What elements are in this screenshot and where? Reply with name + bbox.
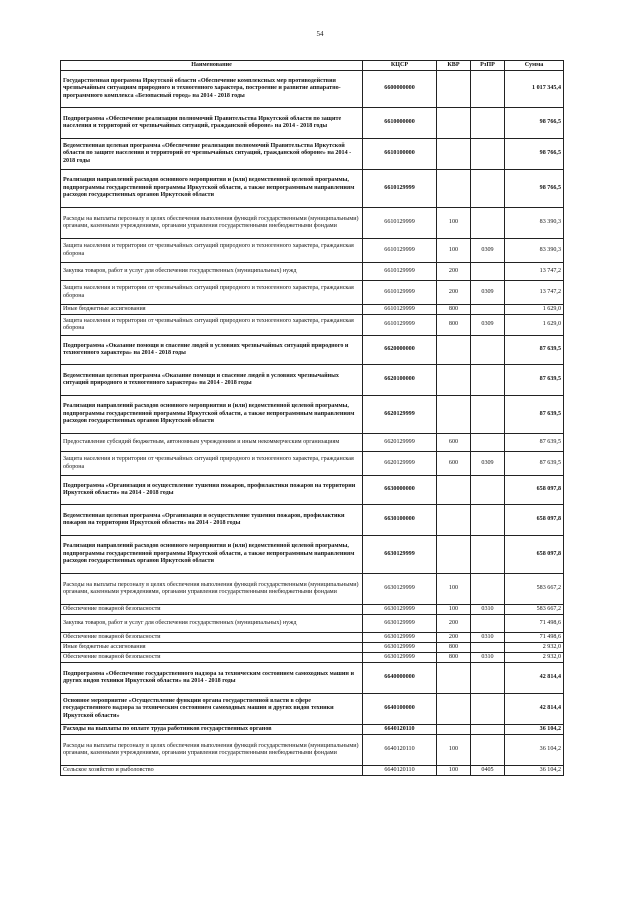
page-number: 54	[316, 30, 324, 38]
cell-sum: 1 017 345,4	[505, 71, 564, 108]
cell-kvr	[437, 139, 471, 170]
cell-kvr	[437, 663, 471, 694]
cell-kvr	[437, 336, 471, 365]
cell-sum: 2 932,0	[505, 643, 564, 653]
cell-name: Предоставление субсидий бюджетным, автономным учреждениям и иным некоммерческим организациям	[61, 434, 363, 452]
cell-rzpr	[471, 434, 505, 452]
cell-rzpr	[471, 365, 505, 396]
cell-kcsr: 6630100000	[363, 505, 437, 536]
cell-name: Защита населения и территории от чрезвычайных ситуаций природного и техногенного характера, гражданская оборона	[61, 281, 363, 305]
table-row	[61, 605, 564, 615]
table-row	[61, 396, 564, 434]
cell-name: Расходы на выплаты персоналу в целях обеспечения выполнения функций государственными (муниципальными) органами, казенными учреждениями, органами управления государственными внебюджетными фондами	[61, 735, 363, 766]
cell-kcsr: 6610129999	[363, 305, 437, 315]
table-row	[61, 239, 564, 263]
cell-kvr: 100	[437, 766, 471, 776]
table-row	[61, 139, 564, 170]
cell-rzpr	[471, 108, 505, 139]
table-body	[61, 71, 564, 776]
cell-kcsr: 6610129999	[363, 281, 437, 305]
cell-name: Сельское хозяйство и рыболовство	[61, 766, 363, 776]
cell-rzpr: 0309	[471, 452, 505, 476]
cell-rzpr	[471, 643, 505, 653]
cell-name: Подпрограмма «Обеспечение реализации полномочий Правительства Иркутской области по защите населения и территорий от чрезвычайных ситуаций, гражданской обороне» на 2014 - 2018 годы	[61, 108, 363, 139]
cell-sum: 1 629,0	[505, 315, 564, 336]
cell-kcsr: 6630129999	[363, 633, 437, 643]
cell-kvr	[437, 108, 471, 139]
cell-name: Иные бюджетные ассигнования	[61, 305, 363, 315]
cell-sum: 87 639,5	[505, 365, 564, 396]
cell-sum: 13 747,2	[505, 263, 564, 281]
table-row	[61, 71, 564, 108]
cell-rzpr: 0405	[471, 766, 505, 776]
cell-sum: 87 639,5	[505, 396, 564, 434]
cell-name: Расходы на выплаты персоналу в целях обеспечения выполнения функций государственными (муниципальными) органами, казенными учреждениями, органами управления государственными внебюджетными фондами	[61, 208, 363, 239]
table-row	[61, 263, 564, 281]
header-kcsr: КЦСР	[363, 61, 437, 71]
table-row	[61, 315, 564, 336]
cell-sum: 13 747,2	[505, 281, 564, 305]
cell-sum: 71 498,6	[505, 633, 564, 643]
cell-sum: 98 766,5	[505, 170, 564, 208]
cell-rzpr: 0310	[471, 633, 505, 643]
cell-rzpr: 0310	[471, 605, 505, 615]
table-row	[61, 725, 564, 735]
cell-rzpr	[471, 305, 505, 315]
cell-sum: 42 814,4	[505, 694, 564, 725]
table-row	[61, 766, 564, 776]
cell-kvr: 800	[437, 305, 471, 315]
cell-rzpr: 0309	[471, 281, 505, 305]
cell-kcsr: 6620129999	[363, 396, 437, 434]
cell-sum: 71 498,6	[505, 615, 564, 633]
cell-name: Подпрограмма «Обеспечение государственного надзора за техническим состоянием самоходных машин и других видов техники Иркутской области» на 2014 - 2018 годы	[61, 663, 363, 694]
table-row	[61, 663, 564, 694]
table-row	[61, 108, 564, 139]
cell-sum: 583 667,2	[505, 605, 564, 615]
cell-kvr: 100	[437, 735, 471, 766]
cell-name: Защита населения и территории от чрезвычайных ситуаций природного и техногенного характера, гражданская оборона	[61, 239, 363, 263]
cell-name: Ведомственная целевая программа «Организация и осуществление тушения пожаров, профилактики пожаров на территории Иркутской области» на 2014 - 2018 годы	[61, 505, 363, 536]
cell-rzpr: 0310	[471, 653, 505, 663]
cell-kvr	[437, 505, 471, 536]
cell-kvr: 200	[437, 263, 471, 281]
cell-rzpr	[471, 694, 505, 725]
cell-sum: 83 390,3	[505, 208, 564, 239]
cell-name: Подпрограмма «Организация и осуществление тушения пожаров, профилактики пожаров на территории Иркутской области» на 2014 - 2018 годы	[61, 476, 363, 505]
cell-name: Обеспечение пожарной безопасности	[61, 605, 363, 615]
cell-name: Защита населения и территории от чрезвычайных ситуаций природного и техногенного характера, гражданская оборона	[61, 315, 363, 336]
cell-name: Подпрограмма «Оказание помощи и спасение людей в условиях чрезвычайных ситуаций природного и техногенного характера» на 2014 - 2018 годы	[61, 336, 363, 365]
cell-rzpr: 0309	[471, 315, 505, 336]
cell-name: Государственная программа Иркутской области «Обеспечение комплексных мер противодействия чрезвычайным ситуациям природного и техногенного характера, построение и развитие аппаратно-программного комплекса «Безопасный город» на 2014 - 2018 годы	[61, 71, 363, 108]
cell-name: Основное мероприятие «Осуществление функции органа государственной власти в сфере государственного надзора за техническим состоянием самоходных машин и других видов техники Иркутской области»	[61, 694, 363, 725]
cell-sum: 36 104,2	[505, 725, 564, 735]
cell-rzpr	[471, 574, 505, 605]
table-row	[61, 281, 564, 305]
table-header-row	[61, 61, 564, 71]
header-rzpr: РзПР	[471, 61, 505, 71]
cell-sum: 658 097,8	[505, 536, 564, 574]
cell-rzpr	[471, 263, 505, 281]
cell-rzpr	[471, 615, 505, 633]
cell-name: Иные бюджетные ассигнования	[61, 643, 363, 653]
cell-rzpr	[471, 725, 505, 735]
cell-name: Закупка товаров, работ и услуг для обеспечения государственных (муниципальных) нужд	[61, 615, 363, 633]
cell-name: Ведомственная целевая программа «Обеспечение реализации полномочий Правительства Иркутской области по защите населения и территорий от чрезвычайных ситуаций, гражданской обороне» на 2014 - 2018 годы	[61, 139, 363, 170]
table-row	[61, 643, 564, 653]
cell-kcsr: 6630129999	[363, 536, 437, 574]
cell-sum: 83 390,3	[505, 239, 564, 263]
cell-kcsr: 6630129999	[363, 615, 437, 633]
cell-name: Расходы на выплаты персоналу в целях обеспечения выполнения функций государственными (муниципальными) органами, казенными учреждениями, органами управления государственными внебюджетными фондами	[61, 574, 363, 605]
table-row	[61, 653, 564, 663]
table-row	[61, 170, 564, 208]
cell-kcsr: 6610129999	[363, 170, 437, 208]
table-row	[61, 208, 564, 239]
table-row	[61, 365, 564, 396]
cell-rzpr	[471, 170, 505, 208]
table-row	[61, 536, 564, 574]
cell-sum: 36 104,2	[505, 735, 564, 766]
cell-sum: 658 097,8	[505, 505, 564, 536]
cell-kvr	[437, 725, 471, 735]
cell-kcsr: 6630129999	[363, 643, 437, 653]
cell-kvr: 100	[437, 574, 471, 605]
cell-name: Закупка товаров, работ и услуг для обеспечения государственных (муниципальных) нужд	[61, 263, 363, 281]
cell-kvr: 600	[437, 452, 471, 476]
table-row	[61, 735, 564, 766]
cell-kcsr: 6640120110	[363, 725, 437, 735]
cell-rzpr	[471, 536, 505, 574]
cell-rzpr	[471, 663, 505, 694]
table-row	[61, 305, 564, 315]
cell-rzpr: 0309	[471, 239, 505, 263]
cell-sum: 87 639,5	[505, 452, 564, 476]
cell-kvr: 600	[437, 434, 471, 452]
cell-kvr: 200	[437, 615, 471, 633]
table-row	[61, 615, 564, 633]
cell-kvr	[437, 170, 471, 208]
cell-kcsr: 6630129999	[363, 653, 437, 663]
cell-sum: 36 104,2	[505, 766, 564, 776]
cell-rzpr	[471, 71, 505, 108]
cell-sum: 98 766,5	[505, 108, 564, 139]
cell-kcsr: 6640120110	[363, 766, 437, 776]
budget-table	[60, 60, 564, 776]
cell-kcsr: 6640100000	[363, 694, 437, 725]
cell-kvr: 200	[437, 281, 471, 305]
cell-rzpr	[471, 735, 505, 766]
cell-name: Обеспечение пожарной безопасности	[61, 653, 363, 663]
table-row	[61, 336, 564, 365]
cell-name: Расходы на выплаты по оплате труда работников государственных органов	[61, 725, 363, 735]
table-row	[61, 452, 564, 476]
cell-kvr: 100	[437, 605, 471, 615]
cell-sum: 87 639,5	[505, 336, 564, 365]
cell-sum: 2 932,0	[505, 653, 564, 663]
cell-sum: 658 097,8	[505, 476, 564, 505]
cell-name: Защита населения и территории от чрезвычайных ситуаций природного и техногенного характера, гражданская оборона	[61, 452, 363, 476]
cell-sum: 583 667,2	[505, 574, 564, 605]
cell-kvr: 200	[437, 633, 471, 643]
cell-kvr	[437, 694, 471, 725]
cell-rzpr	[471, 476, 505, 505]
cell-kvr	[437, 365, 471, 396]
cell-rzpr	[471, 505, 505, 536]
cell-kcsr: 6620129999	[363, 434, 437, 452]
cell-kvr: 800	[437, 643, 471, 653]
table-row	[61, 476, 564, 505]
cell-name: Ведомственная целевая программа «Оказание помощи и спасение людей в условиях чрезвычайных ситуаций природного и техногенного характера» на 2014 - 2018 годы	[61, 365, 363, 396]
table-row	[61, 505, 564, 536]
cell-kcsr: 6620000000	[363, 336, 437, 365]
cell-kvr: 800	[437, 653, 471, 663]
cell-name: Обеспечение пожарной безопасности	[61, 633, 363, 643]
cell-kcsr: 6600000000	[363, 71, 437, 108]
cell-kcsr: 6610129999	[363, 208, 437, 239]
cell-kvr	[437, 71, 471, 108]
cell-kvr	[437, 396, 471, 434]
cell-sum: 98 766,5	[505, 139, 564, 170]
cell-kcsr: 6610000000	[363, 108, 437, 139]
cell-kcsr: 6620100000	[363, 365, 437, 396]
cell-name: Реализация направлений расходов основного мероприятия и (или) ведомственной целевой программы, подпрограммы государственной программы Иркутской области, а также непрограммным направлениям расходов государственных органов Иркутской области	[61, 170, 363, 208]
cell-rzpr	[471, 396, 505, 434]
cell-kvr	[437, 536, 471, 574]
cell-kvr: 800	[437, 315, 471, 336]
cell-sum: 42 814,4	[505, 663, 564, 694]
cell-kcsr: 6610129999	[363, 315, 437, 336]
cell-kcsr: 6620129999	[363, 452, 437, 476]
cell-sum: 87 639,5	[505, 434, 564, 452]
header-name: Наименование	[61, 61, 363, 71]
cell-rzpr	[471, 336, 505, 365]
cell-kcsr: 6630129999	[363, 574, 437, 605]
cell-kvr: 100	[437, 239, 471, 263]
table-row	[61, 434, 564, 452]
table-row	[61, 633, 564, 643]
header-sum: Сумма	[505, 61, 564, 71]
cell-name: Реализация направлений расходов основного мероприятия и (или) ведомственной целевой программы, подпрограммы государственной программы Иркутской области, а также непрограммным направлениям расходов государственных органов Иркутской области	[61, 396, 363, 434]
header-kvr: КВР	[437, 61, 471, 71]
cell-name: Реализация направлений расходов основного мероприятия и (или) ведомственной целевой программы, подпрограммы государственной программы Иркутской области, а также непрограммным направлениям расходов государственных органов Иркутской области	[61, 536, 363, 574]
table-row	[61, 574, 564, 605]
cell-kcsr: 6630129999	[363, 605, 437, 615]
cell-kcsr: 6610129999	[363, 263, 437, 281]
cell-kvr: 100	[437, 208, 471, 239]
cell-kcsr: 6610129999	[363, 239, 437, 263]
cell-kcsr: 6640000000	[363, 663, 437, 694]
cell-kcsr: 6610100000	[363, 139, 437, 170]
cell-sum: 1 629,0	[505, 305, 564, 315]
cell-kvr	[437, 476, 471, 505]
cell-rzpr	[471, 139, 505, 170]
cell-rzpr	[471, 208, 505, 239]
cell-kcsr: 6640120110	[363, 735, 437, 766]
cell-kcsr: 6630000000	[363, 476, 437, 505]
table-row	[61, 694, 564, 725]
